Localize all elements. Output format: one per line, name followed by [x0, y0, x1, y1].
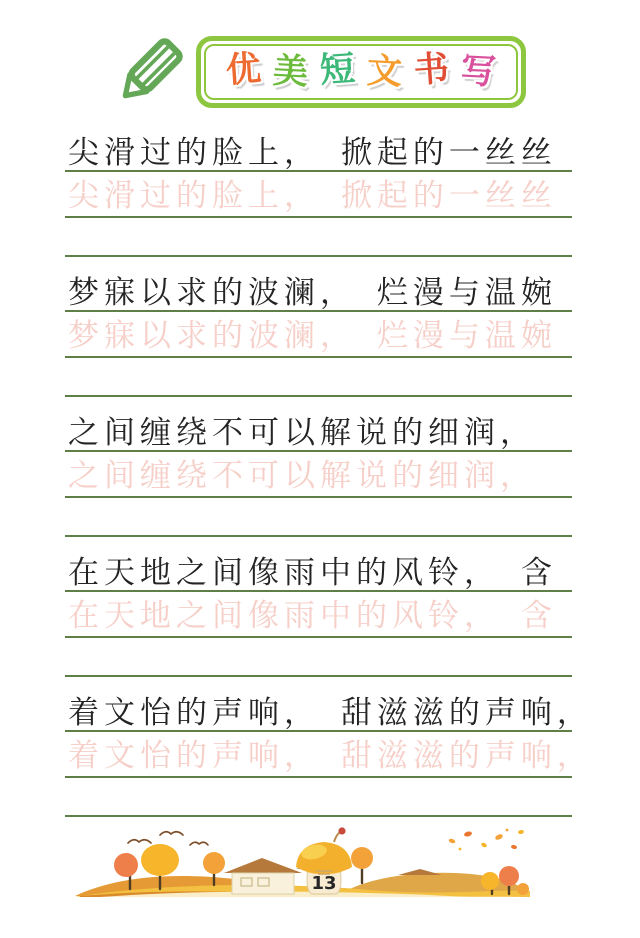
trace-text: 尖滑过的脸上， 掀起的一丝丝 — [68, 178, 557, 214]
sample-text: 梦寐以求的波澜， 烂漫与温婉 — [68, 275, 557, 311]
sample-text: 在天地之间像雨中的风铃， 含 — [68, 555, 557, 591]
trace-text: 在天地之间像雨中的风铃， 含 — [68, 598, 557, 634]
tree-mid-icon — [351, 847, 373, 883]
title-char: 书 — [412, 48, 451, 92]
trace-text: 梦寐以求的波澜， 烂漫与温婉 — [68, 318, 557, 354]
practice-line-blank — [65, 358, 572, 397]
trace-text: 之间缠绕不可以解说的细润， — [68, 458, 536, 494]
trace-text: 着文怡的声响， 甜滋滋的声响， — [68, 738, 593, 774]
practice-line-blank — [65, 498, 572, 537]
practice-group — [65, 537, 572, 677]
title-char: 文 — [365, 51, 403, 93]
page-header — [112, 33, 640, 109]
practice-line-trace — [65, 172, 572, 218]
pencil-icon — [112, 33, 188, 109]
title-char: 写 — [459, 51, 498, 93]
practice-group — [65, 117, 572, 257]
practice-line-ink — [65, 677, 593, 732]
practice-line-ink — [65, 397, 572, 452]
sample-text: 之间缠绕不可以解说的细润， — [68, 415, 536, 451]
practice-line-ink — [65, 117, 572, 172]
practice-line-blank — [65, 778, 572, 817]
practice-line-trace — [65, 452, 572, 498]
footer-illustration — [0, 825, 640, 899]
page-number: 13 — [311, 873, 337, 894]
practice-line-blank — [65, 638, 572, 677]
practice-group — [65, 397, 572, 537]
title-char: 美 — [271, 51, 309, 93]
practice-group — [65, 677, 593, 817]
sample-text: 着文怡的声响， 甜滋滋的声响， — [68, 695, 593, 731]
title-char: 优 — [224, 48, 263, 92]
practice-line-trace — [65, 312, 572, 358]
falling-leaves-icon — [448, 829, 524, 851]
practice-line-trace — [65, 732, 593, 778]
practice-group — [65, 257, 572, 397]
title-char: 短 — [318, 48, 357, 92]
practice-line-ink — [65, 537, 572, 592]
practice-line-trace — [65, 592, 572, 638]
hills — [75, 873, 530, 897]
practice-line-blank — [65, 218, 572, 257]
practice-sheet — [65, 117, 593, 817]
mushroom-house-icon — [296, 827, 352, 894]
sample-text: 尖滑过的脸上， 掀起的一丝丝 — [68, 135, 557, 171]
page-title — [204, 44, 518, 100]
title-box — [196, 36, 526, 108]
practice-line-ink — [65, 257, 572, 312]
